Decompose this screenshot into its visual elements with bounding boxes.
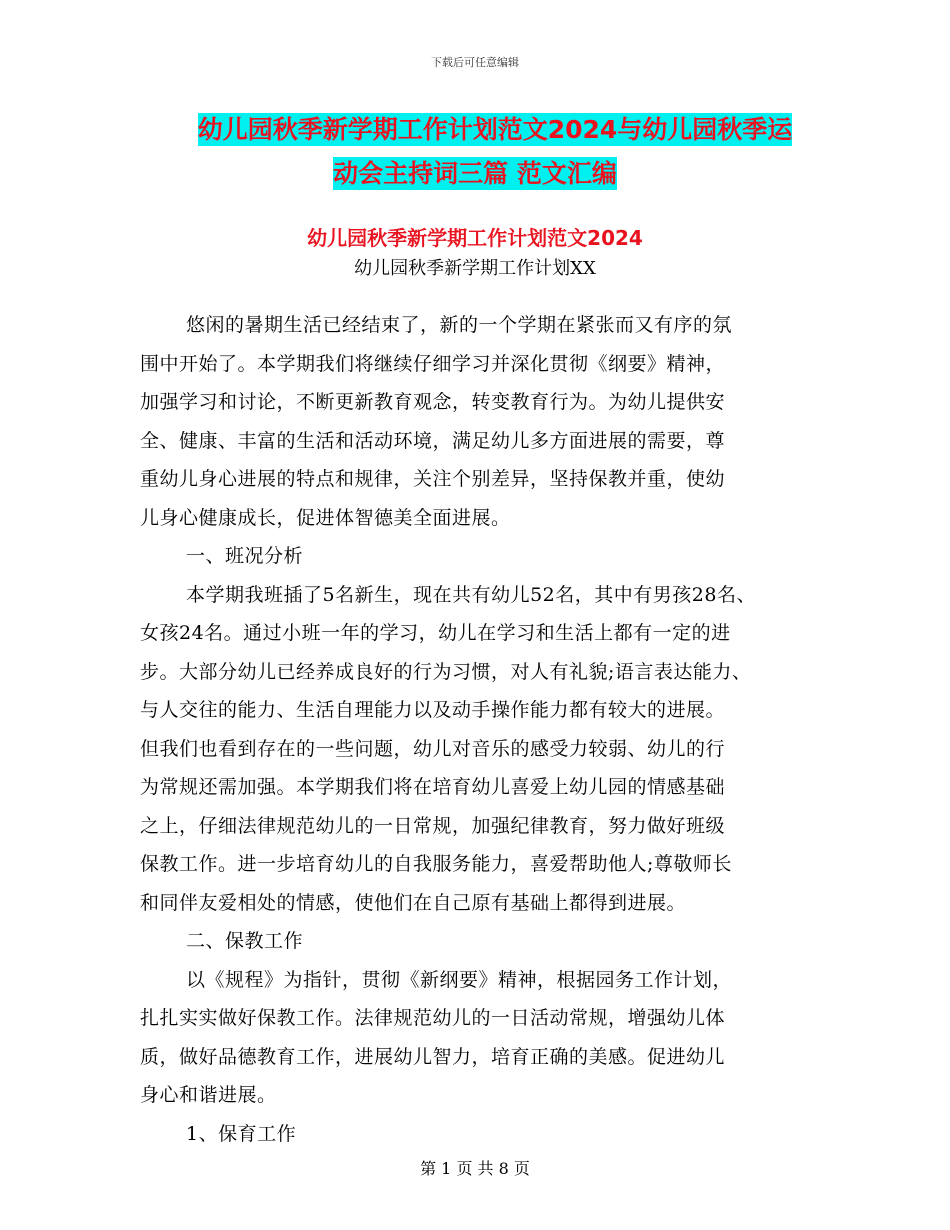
paragraph-line: 重幼儿身心进展的特点和规律，关注个别差异，坚持保教并重，使幼 [140, 468, 726, 490]
heading-childcare-work: 1、保育工作 [186, 1122, 297, 1145]
paragraph-line: 女孩24名。通过小班一年的学习，幼儿在学习和生活上都有一定的进 [140, 622, 731, 644]
paragraph-line: 全、健康、丰富的生活和活动环境，满足幼儿多方面进展的需要，尊 [140, 429, 726, 452]
paragraph-line: 与人交往的能力、生活自理能力以及动手操作能力都有较大的进展。 [140, 699, 726, 721]
paragraph-line: 但我们也看到存在的一些问题，幼儿对音乐的感受力较弱、幼儿的行 [140, 737, 726, 760]
paragraph-line: 为常规还需加强。本学期我们将在培育幼儿喜爱上幼儿园的情感基础 [140, 776, 726, 798]
section-title: 幼儿园秋季新学期工作计划范文2024 [307, 226, 643, 250]
paragraph-line: 质，做好品德教育工作，进展幼儿智力，培育正确的美感。促进幼儿 [140, 1045, 726, 1068]
document-title [0, 108, 950, 196]
paragraph-line: 之上，仔细法律规范幼儿的一日常规，加强纪律教育，努力做好班级 [140, 814, 726, 837]
title-line-2: 动会主持词三篇 范文汇编 [333, 159, 617, 188]
paragraph-line: 加强学习和讨论，不断更新教育观念，转变教育行为。为幼儿提供安 [140, 391, 726, 413]
paragraph-line: 本学期我班插了5名新生，现在共有幼儿52名，其中有男孩28名、 [186, 583, 756, 606]
paragraph-line: 儿身心健康成长，促进体智德美全面进展。 [140, 506, 511, 529]
paragraph-line: 和同伴友爱相处的情感，使他们在自己原有基础上都得到进展。 [140, 891, 687, 914]
title-line-1: 幼儿园秋季新学期工作计划范文2024与幼儿园秋季运 [197, 115, 793, 144]
paragraph-line: 围中开始了。本学期我们将继续仔细学习并深化贯彻《纲要》精神， [140, 352, 726, 375]
heading-class-analysis: 一、班况分析 [186, 545, 304, 567]
page-footer: 第 1 页 共 8 页 [420, 1159, 530, 1178]
paragraph-line: 悠闲的暑期生活已经结束了，新的一个学期在紧张而又有序的氛 [186, 314, 733, 336]
paragraph-line: 步。大部分幼儿已经养成良好的行为习惯，对人有礼貌;语言表达能力、 [140, 660, 752, 683]
paragraph-line: 扎扎实实做好保教工作。法律规范幼儿的一日活动常规，增强幼儿体 [140, 1007, 726, 1029]
header-note: 下载后可任意编辑 [431, 56, 519, 69]
heading-care-education: 二、保教工作 [186, 930, 304, 952]
section-subtitle: 幼儿园秋季新学期工作计划XX [354, 258, 596, 279]
paragraph-line: 以《规程》为指针，贯彻《新纲要》精神，根据园务工作计划， [186, 968, 733, 991]
paragraph-line: 保教工作。进一步培育幼儿的自我服务能力，喜爱帮助他人;尊敬师长 [140, 853, 732, 875]
paragraph-line: 身心和谐进展。 [140, 1084, 277, 1106]
body-text [140, 306, 820, 1153]
